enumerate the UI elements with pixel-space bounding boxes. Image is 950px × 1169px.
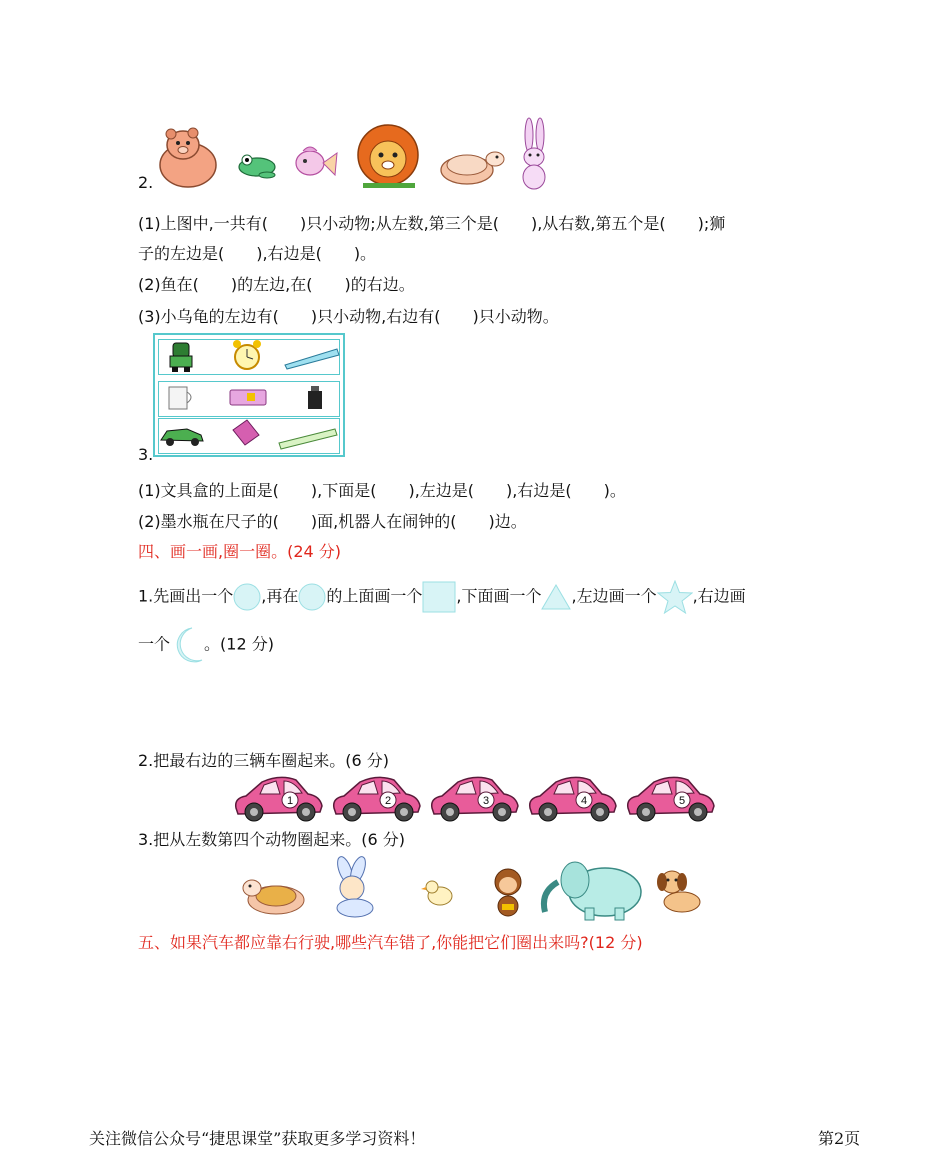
q1-text-7: 一个 bbox=[138, 634, 171, 654]
ruler-icon bbox=[279, 429, 337, 449]
dog-icon bbox=[657, 871, 700, 912]
ink-bottle-icon bbox=[308, 386, 322, 409]
car-number-label: 5 bbox=[678, 795, 686, 807]
footer-note: 关注微信公众号“捷思课堂”获取更多学习资料！ bbox=[89, 1129, 426, 1148]
elephant-icon bbox=[544, 862, 641, 920]
q1-text-4: ,下面画一个 bbox=[456, 586, 542, 606]
circle-icon bbox=[298, 583, 326, 611]
section5-title: 五、如果汽车都应靠右行驶,哪些汽车错了,你能把它们圈出来吗?(12 分) bbox=[138, 933, 643, 952]
q1-text-8: 。(12 分) bbox=[204, 634, 274, 654]
q2-part1-line1: (1)上图中,一共有( )只小动物;从左数,第三个是( ),从右数,第五个是( );狮 bbox=[138, 214, 726, 233]
car-4[interactable] bbox=[530, 777, 616, 821]
section4-q1-line2 bbox=[138, 626, 274, 664]
turtle-icon bbox=[243, 880, 304, 914]
cup-icon bbox=[169, 387, 191, 409]
animal-row bbox=[155, 115, 555, 193]
monkey-icon bbox=[495, 869, 521, 916]
q2-part2: (2)鱼在( )的左边,在( )的右边。 bbox=[138, 275, 415, 294]
rabbit-baby-icon bbox=[335, 855, 373, 917]
page-number: 第2页 bbox=[818, 1129, 861, 1148]
turtle-icon bbox=[441, 152, 504, 184]
car-5[interactable] bbox=[628, 777, 714, 821]
lion-icon bbox=[358, 125, 418, 188]
section4-q3: 3.把从左数第四个动物圈起来。(6 分) bbox=[138, 830, 406, 849]
q1-text-2: ,再在 bbox=[261, 586, 299, 606]
car-row-svg bbox=[232, 772, 722, 824]
bird-icon bbox=[421, 881, 452, 905]
square-icon bbox=[422, 581, 456, 613]
q2-part3: (3)小乌龟的左边有( )只小动物,右边有( )只小动物。 bbox=[138, 307, 559, 326]
q1-text-5: ,左边画一个 bbox=[571, 586, 657, 606]
car-row bbox=[232, 772, 722, 824]
car-number-label: 2 bbox=[384, 795, 392, 807]
frog-icon bbox=[239, 155, 275, 178]
car-1[interactable] bbox=[236, 777, 322, 821]
robot-icon bbox=[170, 343, 192, 372]
q1-text-3: 的上面画一个 bbox=[326, 586, 423, 606]
car-number-label: 1 bbox=[286, 795, 294, 807]
car-3[interactable] bbox=[432, 777, 518, 821]
rabbit-icon bbox=[523, 118, 545, 189]
q3-part1: (1)文具盒的上面是( ),下面是( ),左边是( ),右边是( )。 bbox=[138, 481, 626, 500]
car-number-label: 3 bbox=[482, 795, 490, 807]
book-icon bbox=[233, 420, 259, 445]
car-number-label: 4 bbox=[580, 795, 588, 807]
bear-icon bbox=[160, 128, 216, 187]
pencil-box-icon bbox=[230, 390, 266, 405]
q2-part1-line2: 子的左边是( ),右边是( )。 bbox=[138, 244, 377, 263]
q1-text-6: ,右边画 bbox=[692, 586, 746, 606]
star-icon bbox=[657, 580, 693, 614]
triangle-icon bbox=[541, 583, 571, 611]
pen-icon bbox=[285, 349, 339, 369]
toy-car-icon bbox=[161, 429, 203, 446]
section4-q2: 2.把最右边的三辆车圈起来。(6 分) bbox=[138, 751, 390, 770]
q3-number: 3. bbox=[138, 445, 154, 464]
q3-part2: (2)墨水瓶在尺子的( )面,机器人在闹钟的( )边。 bbox=[138, 512, 527, 531]
grid-objects bbox=[155, 335, 343, 455]
animal-row-2 bbox=[240, 852, 710, 922]
q1-text-1: 1.先画出一个 bbox=[138, 586, 234, 606]
car-2[interactable] bbox=[334, 777, 420, 821]
q2-number: 2. bbox=[138, 173, 154, 192]
section4-title: 四、画一画,圈一圈。(24 分) bbox=[138, 542, 342, 561]
moon-icon bbox=[170, 626, 204, 664]
alarm-clock-icon bbox=[233, 340, 261, 369]
fish-icon bbox=[296, 147, 337, 175]
circle-icon bbox=[233, 583, 261, 611]
section4-q1-line1 bbox=[138, 580, 746, 614]
